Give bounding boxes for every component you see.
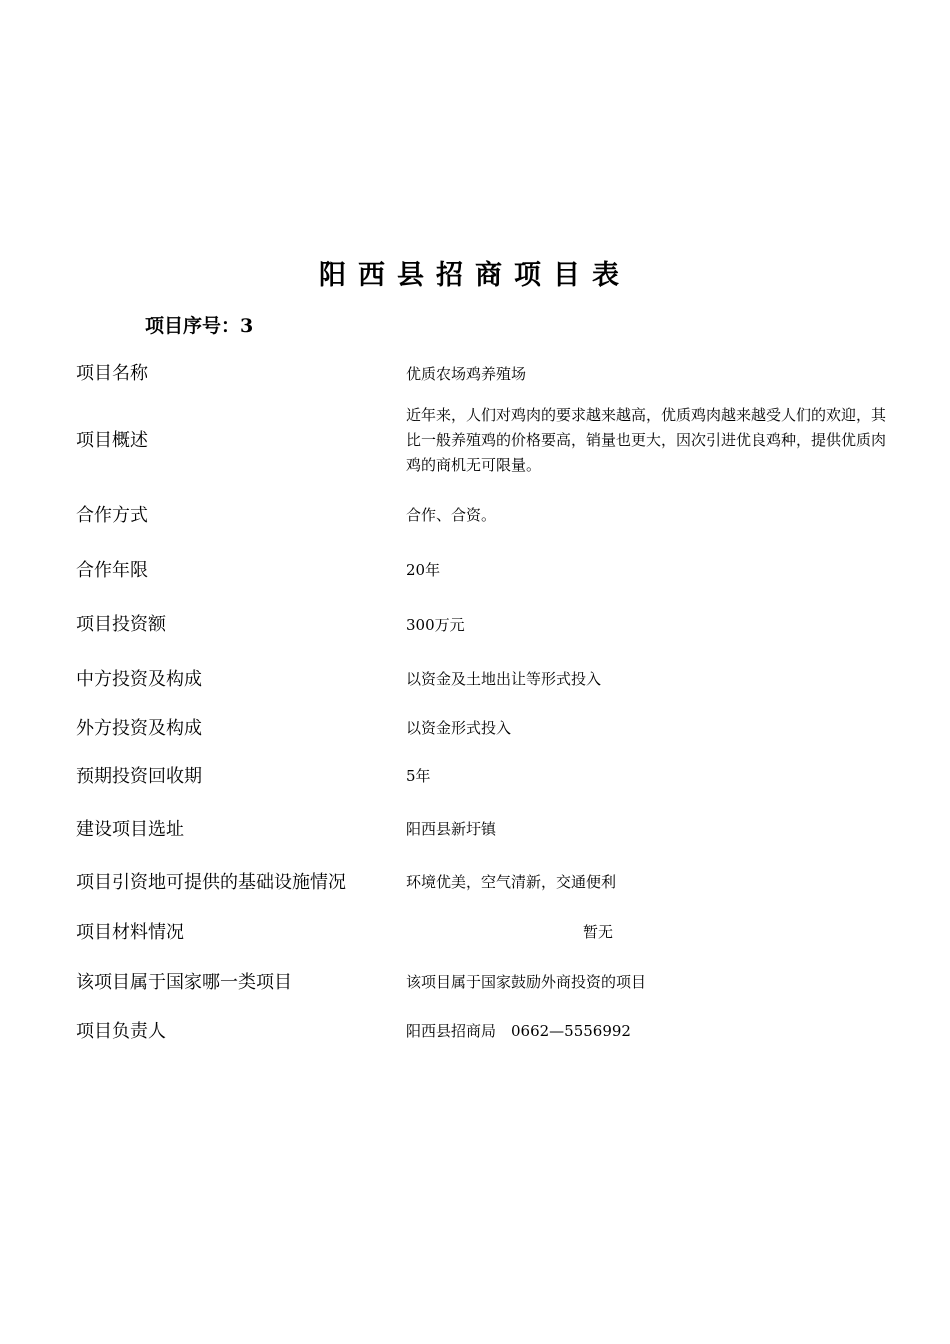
label-project-category: 该项目属于国家哪一类项目 [76, 972, 292, 993]
value-project-materials: 暂无 [582, 923, 613, 941]
label-investment-amount: 项目投资额 [76, 614, 166, 635]
value-payback-period: 5年 [406, 767, 431, 785]
label-project-overview: 项目概述 [76, 430, 148, 451]
value-cooperation-method: 合作、合资。 [406, 506, 497, 524]
value-project-overview: 近年来，人们对鸡肉的要求越来越高，优质鸡肉越来越受人们的欢迎，其比一般养殖鸡的价格要高，销量也更大，因次引进优良鸡种，提供优质肉鸡的商机无可限量。 [406, 406, 887, 474]
value-project-contact: 阳西县招商局 0662—5556992 [406, 1022, 631, 1040]
project-serial-number: 项目序号：3 [145, 315, 254, 337]
label-payback-period: 预期投资回收期 [76, 766, 202, 787]
label-cooperation-term: 合作年限 [76, 560, 148, 581]
label-infrastructure: 项目引资地可提供的基础设施情况 [76, 872, 346, 893]
value-infrastructure: 环境优美，空气清新，交通便利 [406, 873, 617, 891]
page-title: 阳西县招商项目表 [319, 260, 631, 291]
value-project-site: 阳西县新圩镇 [406, 820, 497, 838]
label-project-site: 建设项目选址 [76, 819, 184, 840]
value-cooperation-term: 20年 [406, 561, 441, 579]
value-investment-amount: 300万元 [406, 616, 465, 634]
label-project-contact: 项目负责人 [76, 1021, 166, 1042]
value-chinese-investment: 以资金及土地出让等形式投入 [406, 670, 602, 688]
label-chinese-investment: 中方投资及构成 [76, 669, 202, 690]
value-foreign-investment: 以资金形式投入 [406, 719, 512, 737]
value-project-category: 该项目属于国家鼓励外商投资的项目 [406, 973, 647, 991]
label-project-materials: 项目材料情况 [76, 922, 184, 943]
label-foreign-investment: 外方投资及构成 [76, 718, 202, 739]
label-cooperation-method: 合作方式 [76, 505, 148, 526]
value-project-name: 优质农场鸡养殖场 [406, 365, 527, 383]
label-project-name: 项目名称 [76, 363, 148, 384]
